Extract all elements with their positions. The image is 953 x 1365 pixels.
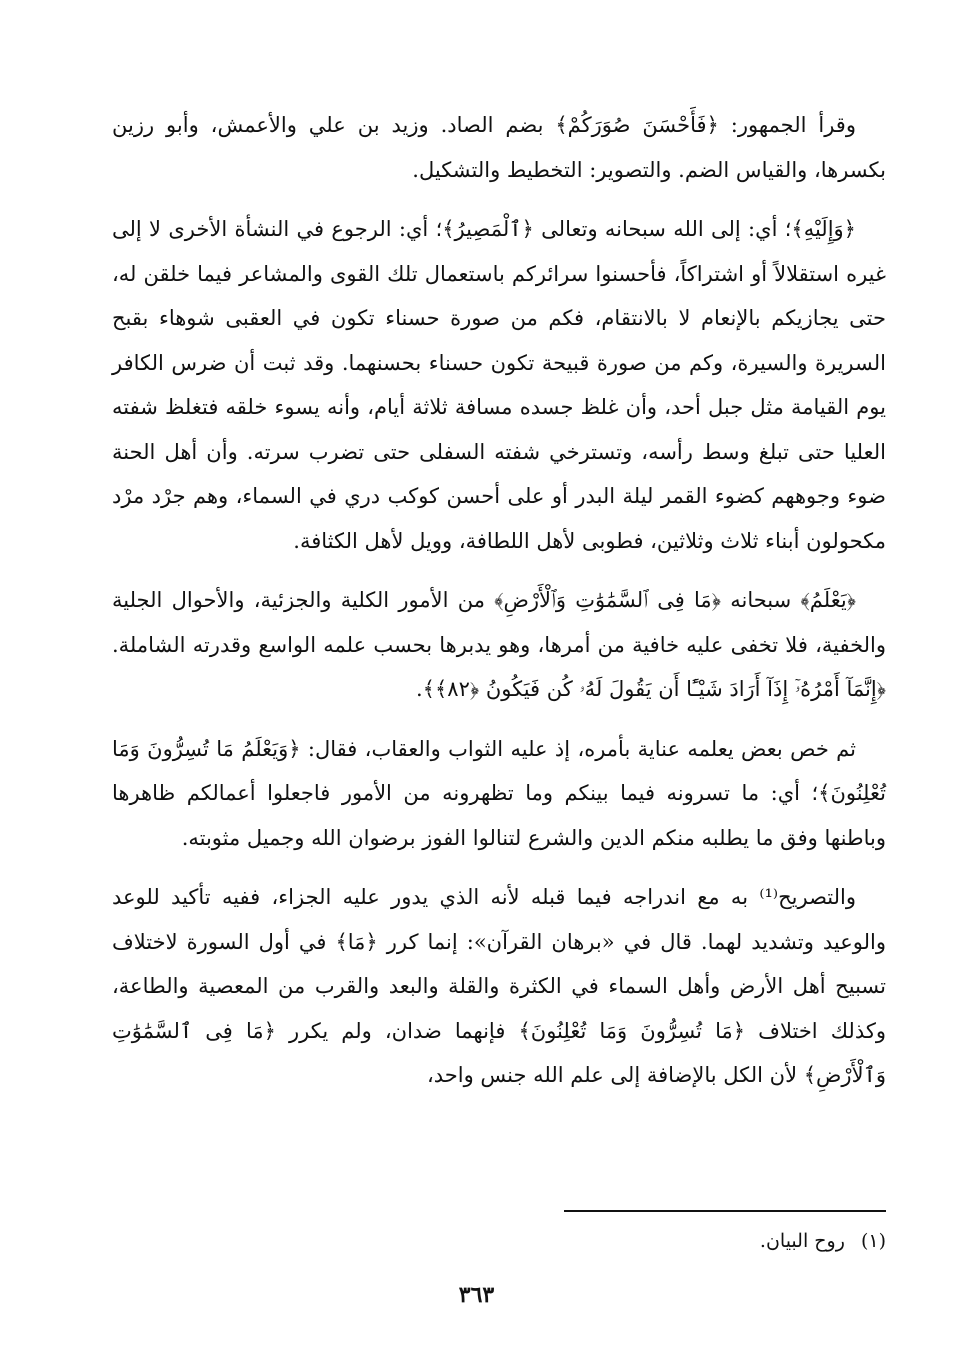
page-body <box>112 103 886 1120</box>
page-number: ٣٦٣ <box>458 1282 495 1308</box>
footnote-divider <box>564 1210 886 1212</box>
paragraph-3: ﴿يَعْلَمُ﴾ سبحانه ﴿مَا فِى ٱلسَّمَٰوَٰتِ وَٱلْأَرْضِ﴾ من الأمور الكلية والجزئية، والأحوال الجلية والخفية، فلا تخفى عليه خافية من أمرها، وهو يدبرها بحسب علمه الواسع وقدرته الشاملة. ﴿إِنَّمَآ أَمْرُهُۥٓ إِذَآ أَرَادَ شَيْـًٔا أَن يَقُولَ لَهُۥ كُن فَيَكُونُ ﴿٨٢﴾﴾. <box>112 588 886 701</box>
paragraph-1: وقرأ الجمهور: ﴿فَأَحْسَنَ صُوَرَكُمْ﴾ بضم الصاد. وزيد بن علي والأعمش، وأبو رزين بكسرها، والقياس الضم. والتصوير: التخطيط والتشكيل. <box>112 113 886 182</box>
footnote <box>760 1226 886 1256</box>
footnote-text: روح البيان. <box>759 1230 845 1252</box>
paragraph-2: ﴿وَإِلَيْهِ﴾؛ أي: إلى الله سبحانه وتعالى ﴿ٱلْمَصِيرُ﴾؛ أي: الرجوع في النشأة الأخرى لا إلى غيره استقلالاً أو اشتراكاً، فأحسنوا سرائركم باستعمال تلك القوى والمشاعر فيما خلقن له، حتى يجازيكم بالإنعام لا بالانتقام، فكم من صورة حسناء تكون في العقبى شوهاء بقبح السريرة والسيرة، وكم من صورة قبيحة تكون حسناء بحسنهما. وقد ثبت أن ضرس الكافر يوم القيامة مثل جبل أحد، وأن غلظ جسده مسافة ثلاثة أيام، وأنه يسوء خلقه فتغلظ شفته العليا حتى تبلغ وسط رأسه، وتسترخي شفته السفلى حتى تضرب سرته. وأن أهل الحنة ضوء وجوههم كضوء القمر ليلة البدر أو على أحسن كوكب دري في السماء، وهم جرْد مرْد مكحولون أبناء ثلاث وثلاثين، فطوبى لأهل اللطافة، وويل لأهل الكثافة. <box>112 217 886 553</box>
paragraph-5: والتصريح⁽¹⁾ به مع اندراجه فيما قبله لأنه الذي يدور عليه الجزاء، ففيه تأكيد للوعد والوعيد وتشديد لهما. قال في «برهان القرآن»: إنما كرر ﴿مَا﴾ في أول السورة لاختلاف تسبيح أهل الأرض وأهل السماء في الكثرة والقلة والبعد والقرب من المعصية والطاعة، وكذلك اختلاف ﴿مَا تُسِرُّونَ وَمَا تُعْلِنُونَ﴾ فإنهما ضدان، ولم يكرر ﴿مَا فِى ٱلسَّمَٰوَٰتِ وَٱلْأَرْضِ﴾ لأن الكل بالإضافة إلى علم الله جنس واحد، <box>112 885 886 1087</box>
paragraph-4: ثم خص بعض يعلمه عناية بأمره، إذ عليه الثواب والعقاب، فقال: ﴿وَيَعْلَمُ مَا تُسِرُّونَ وَمَا تُعْلِنُونَ﴾؛ أي: ما تسرونه فيما بينكم وما تظهرونه من الأمور فاجعلوا أعمالكم ظاهرها وباطنها وفق ما يطلبه منكم الدين والشرع لتنالوا الفوز برضوان الله وجميل مثوبته. <box>112 736 886 850</box>
footnote-number: (١) <box>860 1230 886 1252</box>
